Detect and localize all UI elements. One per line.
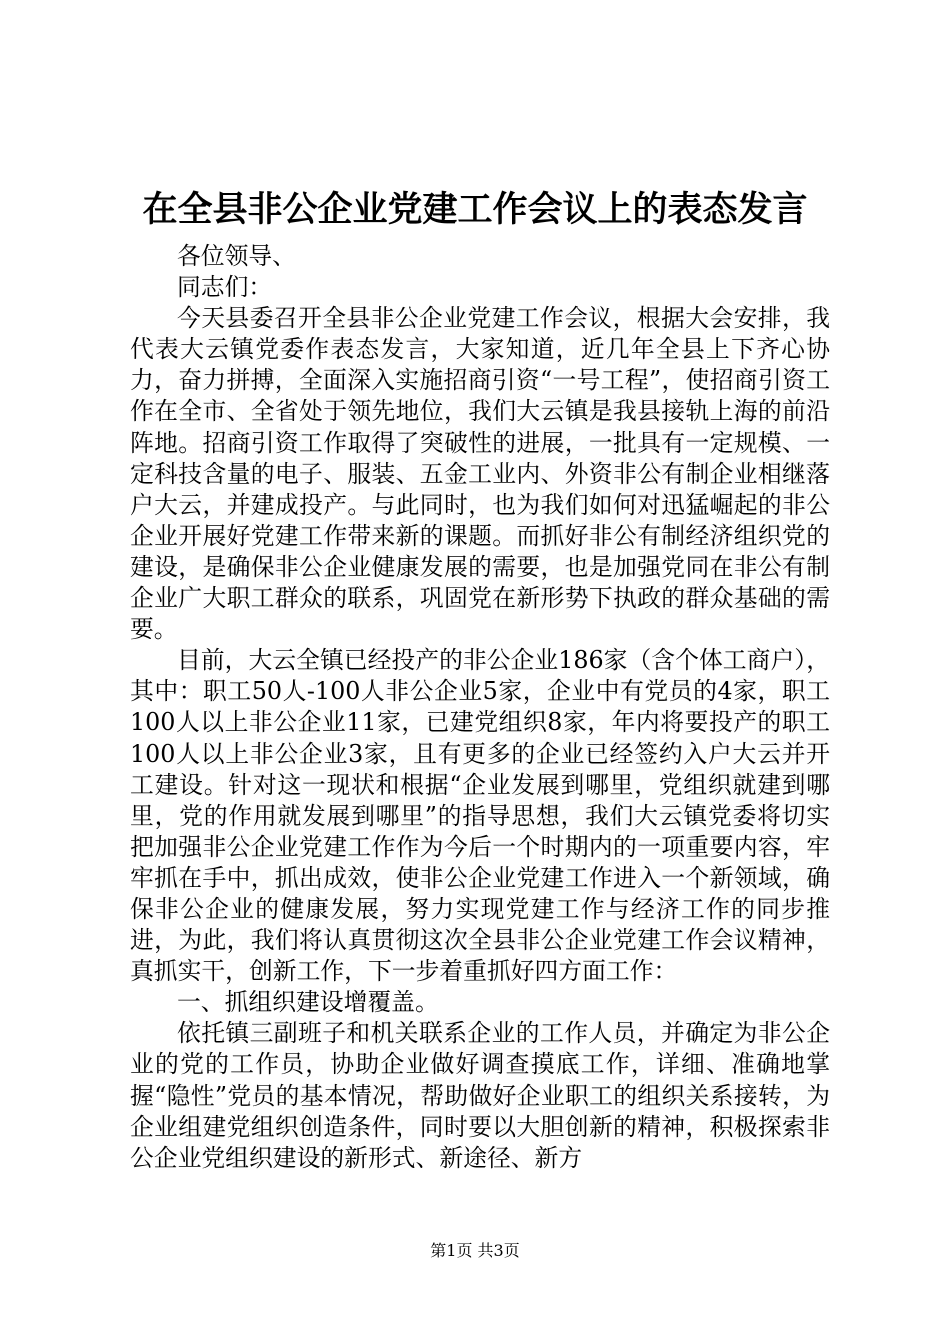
page-footer <box>0 1240 950 1262</box>
salutation-leaders: 各位领导、 <box>177 242 296 270</box>
page-number: 第1页 共3页 <box>430 1241 520 1260</box>
paragraph-intro: 今天县委召开全县非公企业党建工作会议，根据大会安排，我代表大云镇党委作表态发言，大家知道，近几年全县上下齐心协力，奋力拼搏，全面深入实施招商引资“一号工程”，使招商引资工作在全市、全省处于领先地位，我们大云镇是我县接轨上海的前沿阵地。招商引资工作取得了突破性的进展，一批具有一定规模、一定科技含量的电子、服装、五金工业内、外资非公有制企业相继落户大云，并建成投产。与此同时，也为我们如何对迅猛崛起的非公企业开展好党建工作带来新的课题。而抓好非公有制经济组织党的建设，是确保非公企业健康发展的需要，也是加强党同在非公有制企业广大职工群众的联系，巩固党在新形势下执政的群众基础的需要。 <box>130 304 830 644</box>
paragraph-current-status: 目前，大云全镇已经投产的非公企业186家（含个体工商户），其中：职工50人-100人非公企业5家，企业中有党员的4家，职工100人以上非公企业11家，已建党组织8家，年内将要投产的职工100人以上非公企业3家，且有更多的企业已经签约入户大云并开工建设。针对这一现状和根据“企业发展到哪里，党组织就建到哪里，党的作用就发展到哪里”的指导思想，我们大云镇党委将切实把加强非公企业党建工作作为今后一个时期内的一项重要内容，牢牢抓在手中，抓出成效，使非公企业党建工作进入一个新领域，确保非公企业的健康发展，努力实现党建工作与经济工作的同步推进，为此，我们将认真贯彻这次全县非公企业党建工作会议精神，真抓实干，创新工作，下一步着重抓好四方面工作： <box>130 646 830 986</box>
document-title: 在全县非公企业党建工作会议上的表态发言 <box>142 189 808 230</box>
paragraph-organization: 依托镇三副班子和机关联系企业的工作人员，并确定为非公企业的党的工作员，协助企业做好调查摸底工作，详细、准确地掌握“隐性”党员的基本情况，帮助做好企业职工的组织关系接转，为企业组建党组织创造条件，同时要以大胆创新的精神，积极探索非公企业党组织建设的新形式、新途径、新方 <box>130 1019 830 1172</box>
salutation-comrades: 同志们： <box>177 273 273 302</box>
section-heading-organization: 一、抓组织建设增覆盖。 <box>177 988 439 1017</box>
document-body <box>130 241 830 1174</box>
